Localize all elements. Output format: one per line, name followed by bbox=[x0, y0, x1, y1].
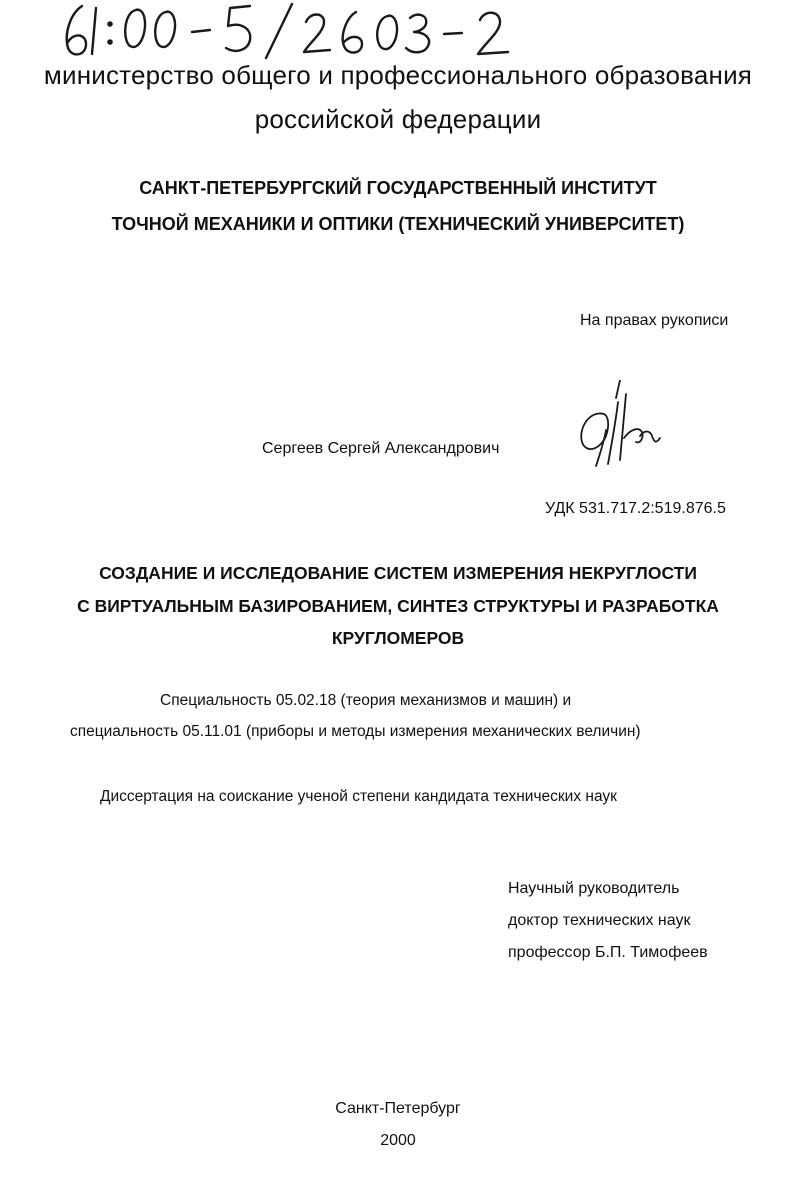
supervisor-title: Научный руководитель bbox=[508, 880, 680, 897]
specialty-line-2: специальность 05.11.01 (приборы и методы измерения механических величин) bbox=[70, 723, 641, 740]
year: 2000 bbox=[380, 1132, 416, 1149]
author-name: Сергеев Сергей Александрович bbox=[262, 440, 500, 457]
handwritten-archive-mark bbox=[60, 0, 530, 64]
city: Санкт-Петербург bbox=[335, 1100, 461, 1117]
manuscript-rights: На правах рукописи bbox=[580, 312, 729, 329]
institute-line-1: САНКТ-ПЕТЕРБУРГСКИЙ ГОСУДАРСТВЕННЫЙ ИНСТИТУТ bbox=[139, 178, 657, 198]
udk-code: УДК 531.717.2:519.876.5 bbox=[545, 500, 726, 517]
supervisor-name: профессор Б.П. Тимофеев bbox=[508, 944, 708, 961]
title-line-3: КРУГЛОМЕРОВ bbox=[331, 628, 465, 648]
ministry-line-2: российской федерации bbox=[254, 104, 542, 134]
specialty-line-1: Специальность 05.02.18 (теория механизмов и машин) и bbox=[160, 692, 572, 709]
dissertation-note: Диссертация на соискание ученой степени кандидата технических наук bbox=[100, 788, 617, 805]
supervisor-degree: доктор технических наук bbox=[508, 912, 691, 929]
title-line-2: С ВИРТУАЛЬНЫМ БАЗИРОВАНИЕМ, СИНТЕЗ СТРУКТУРЫ И РАЗРАБОТКА bbox=[77, 596, 719, 616]
title-line-1: СОЗДАНИЕ И ИССЛЕДОВАНИЕ СИСТЕМ ИЗМЕРЕНИЯ НЕКРУГЛОСТИ bbox=[99, 563, 697, 583]
author-signature bbox=[560, 380, 670, 470]
institute-line-2: ТОЧНОЙ МЕХАНИКИ И ОПТИКИ (ТЕХНИЧЕСКИЙ УНИВЕРСИТЕТ) bbox=[111, 214, 685, 234]
ministry-line-1: министерство общего и профессионального образования bbox=[43, 60, 753, 90]
